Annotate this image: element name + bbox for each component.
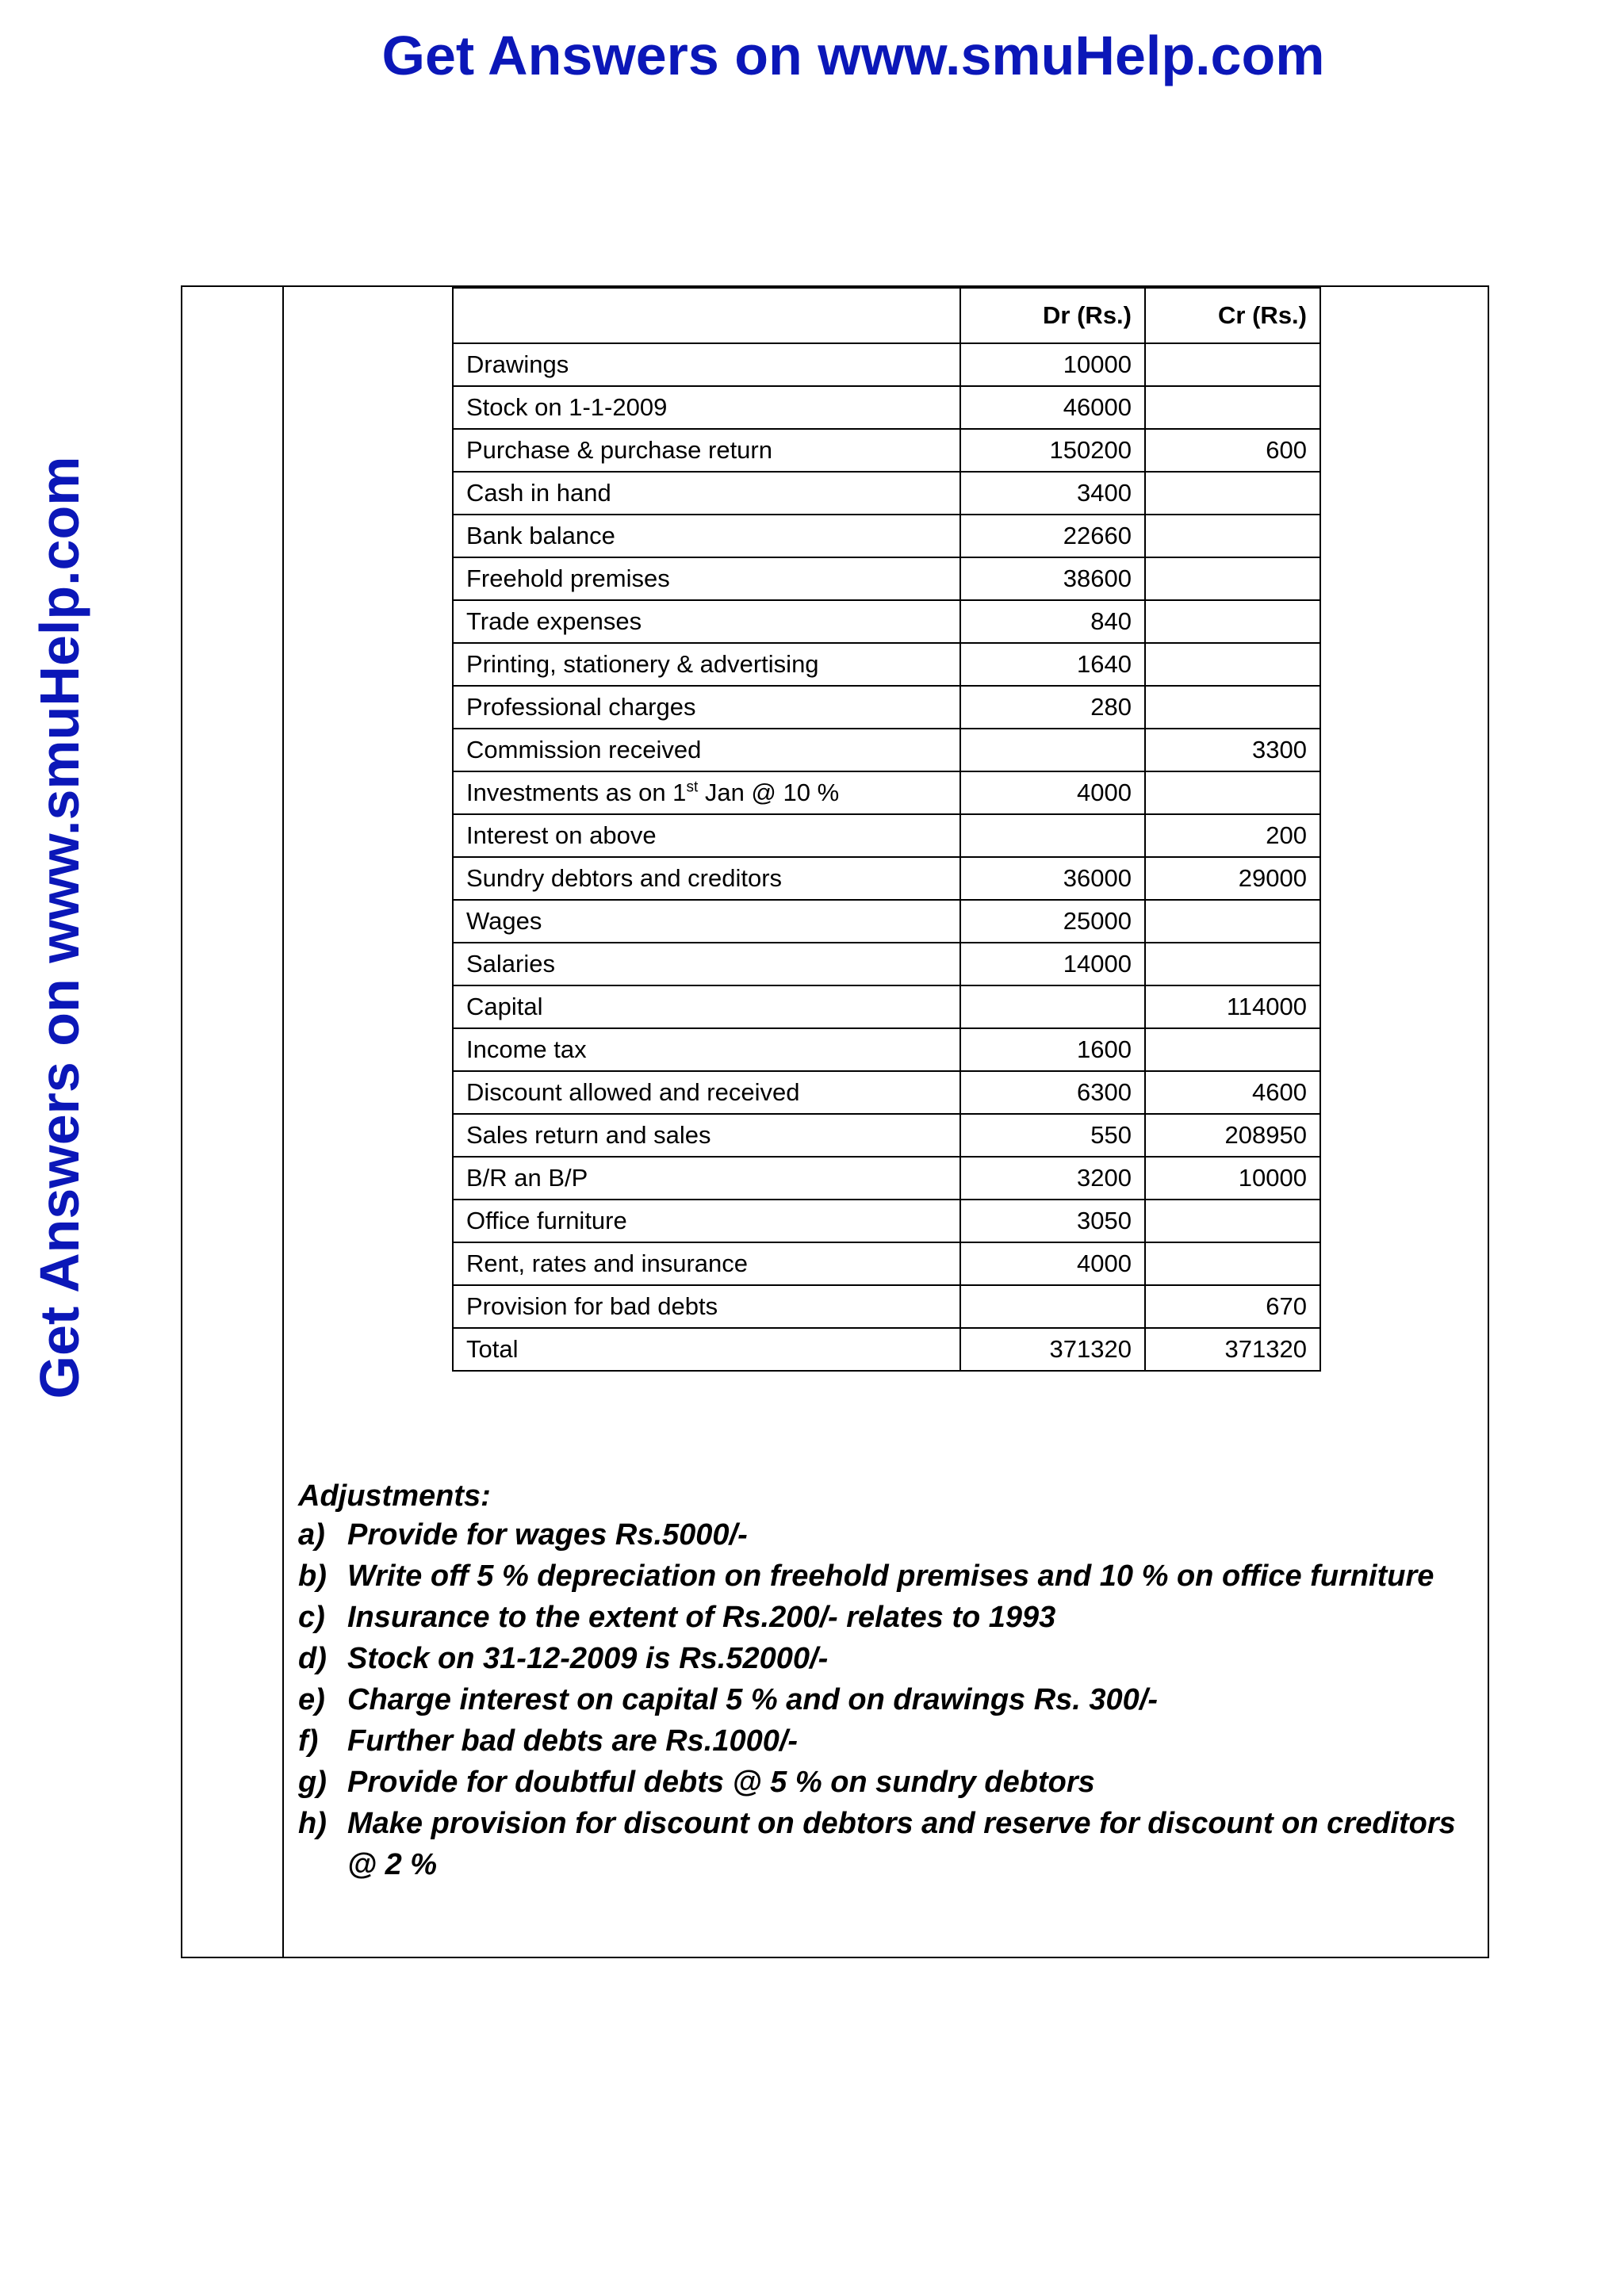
dr-cell: 6300 (960, 1071, 1145, 1114)
particulars-cell: Office furniture (453, 1200, 960, 1242)
table-row (453, 686, 1320, 729)
particulars-cell: Bank balance (453, 515, 960, 557)
table-row (453, 857, 1320, 900)
dr-cell: 3400 (960, 472, 1145, 515)
particulars-cell: Income tax (453, 1028, 960, 1071)
cr-cell (1145, 557, 1320, 600)
list-item (298, 1514, 1480, 1556)
particulars-cell: Professional charges (453, 686, 960, 729)
item-letter: a) (298, 1518, 325, 1552)
dr-cell: 4000 (960, 771, 1145, 814)
table-header-row (453, 288, 1320, 343)
particulars-cell: Drawings (453, 343, 960, 386)
side-banner: Get Answers on www.smuHelp.com (29, 456, 90, 1399)
dr-cell: 46000 (960, 386, 1145, 429)
cr-cell: 200 (1145, 814, 1320, 857)
table-row (453, 515, 1320, 557)
dr-cell (960, 814, 1145, 857)
cr-cell (1145, 1242, 1320, 1285)
list-item (298, 1679, 1480, 1720)
table-row (453, 429, 1320, 472)
item-text: Make provision for discount on debtors and reserve for discount on creditors @ 2 % (347, 1807, 1456, 1881)
particulars-text: Jan @ 10 % (698, 779, 840, 806)
table-row (453, 600, 1320, 643)
cr-cell: 3300 (1145, 729, 1320, 771)
dr-cell: 1600 (960, 1028, 1145, 1071)
table-row (453, 814, 1320, 857)
particulars-text: Investments as on 1 (466, 779, 687, 806)
cr-cell: 208950 (1145, 1114, 1320, 1157)
item-text: Stock on 31-12-2009 is Rs.52000/- (347, 1642, 829, 1675)
table-row (453, 1242, 1320, 1285)
particulars-cell: Sales return and sales (453, 1114, 960, 1157)
dr-cell: 25000 (960, 900, 1145, 943)
table-row (453, 900, 1320, 943)
dr-cell: 1640 (960, 643, 1145, 686)
table-row (453, 1071, 1320, 1114)
particulars-cell: Printing, stationery & advertising (453, 643, 960, 686)
cr-cell (1145, 386, 1320, 429)
item-text: Insurance to the extent of Rs.200/- relates to 1993 (347, 1601, 1056, 1634)
particulars-cell: Trade expenses (453, 600, 960, 643)
cr-cell (1145, 472, 1320, 515)
table-row (453, 1114, 1320, 1157)
particulars-cell (453, 771, 960, 814)
table-row (453, 985, 1320, 1028)
cr-cell (1145, 900, 1320, 943)
table-row (453, 1028, 1320, 1071)
cr-cell: 670 (1145, 1285, 1320, 1328)
list-item (298, 1720, 1480, 1762)
dr-cell: 280 (960, 686, 1145, 729)
cr-cell (1145, 343, 1320, 386)
cr-header: Cr (Rs.) (1145, 288, 1320, 343)
table-row (453, 472, 1320, 515)
dr-cell (960, 1285, 1145, 1328)
dr-header: Dr (Rs.) (960, 288, 1145, 343)
item-letter: d) (298, 1642, 327, 1675)
dr-cell (960, 985, 1145, 1028)
dr-cell: 840 (960, 600, 1145, 643)
cr-cell (1145, 771, 1320, 814)
list-item (298, 1803, 1480, 1885)
adjustments-heading: Adjustments: (298, 1479, 491, 1513)
dr-cell: 14000 (960, 943, 1145, 985)
item-letter: g) (298, 1766, 327, 1799)
particulars-cell: Rent, rates and insurance (453, 1242, 960, 1285)
dr-cell: 3050 (960, 1200, 1145, 1242)
particulars-cell: Wages (453, 900, 960, 943)
item-letter: c) (298, 1601, 325, 1634)
cr-cell (1145, 1200, 1320, 1242)
table-row (453, 943, 1320, 985)
particulars-cell: Cash in hand (453, 472, 960, 515)
particulars-cell: Stock on 1-1-2009 (453, 386, 960, 429)
list-item (298, 1597, 1480, 1638)
dr-total-cell: 371320 (960, 1328, 1145, 1371)
item-letter: e) (298, 1683, 325, 1716)
cr-cell: 600 (1145, 429, 1320, 472)
particulars-cell: Total (453, 1328, 960, 1371)
dr-cell: 4000 (960, 1242, 1145, 1285)
dr-cell (960, 729, 1145, 771)
dr-cell: 3200 (960, 1157, 1145, 1200)
trial-balance-table (452, 287, 1321, 1372)
particulars-cell: Salaries (453, 943, 960, 985)
cr-cell: 10000 (1145, 1157, 1320, 1200)
adjustments-section (298, 1478, 1480, 1885)
item-text: Provide for wages Rs.5000/- (347, 1518, 748, 1552)
list-item (298, 1762, 1480, 1803)
question-number-column-divider (282, 285, 284, 1958)
dr-cell: 38600 (960, 557, 1145, 600)
dr-cell: 150200 (960, 429, 1145, 472)
particulars-cell: Capital (453, 985, 960, 1028)
ordinal-suffix: st (686, 779, 699, 796)
cr-total-cell: 371320 (1145, 1328, 1320, 1371)
dr-cell: 10000 (960, 343, 1145, 386)
table-row (453, 1285, 1320, 1328)
item-letter: b) (298, 1559, 327, 1593)
item-text: Provide for doubtful debts @ 5 % on sundry debtors (347, 1766, 1095, 1799)
table-row (453, 729, 1320, 771)
cr-cell (1145, 515, 1320, 557)
particulars-cell: Freehold premises (453, 557, 960, 600)
item-text: Further bad debts are Rs.1000/- (347, 1724, 799, 1758)
table-row (453, 557, 1320, 600)
dr-cell: 36000 (960, 857, 1145, 900)
particulars-cell: Commission received (453, 729, 960, 771)
item-text: Charge interest on capital 5 % and on drawings Rs. 300/- (347, 1683, 1159, 1716)
particulars-cell: Provision for bad debts (453, 1285, 960, 1328)
cr-cell: 4600 (1145, 1071, 1320, 1114)
list-item (298, 1556, 1480, 1597)
cr-cell: 29000 (1145, 857, 1320, 900)
cr-cell (1145, 600, 1320, 643)
header-banner: Get Answers on www.smuHelp.com (381, 25, 1325, 86)
cr-cell (1145, 943, 1320, 985)
table-row (453, 386, 1320, 429)
list-item (298, 1638, 1480, 1679)
cr-cell: 114000 (1145, 985, 1320, 1028)
table-row (453, 771, 1320, 814)
table-row (453, 1200, 1320, 1242)
adjustments-list (298, 1514, 1480, 1885)
table-row (453, 343, 1320, 386)
table-row (453, 643, 1320, 686)
item-text: Write off 5 % depreciation on freehold premises and 10 % on office furniture (347, 1559, 1434, 1593)
particulars-cell: Interest on above (453, 814, 960, 857)
dr-cell: 550 (960, 1114, 1145, 1157)
cr-cell (1145, 686, 1320, 729)
cr-cell (1145, 643, 1320, 686)
table-row (453, 1157, 1320, 1200)
dr-cell: 22660 (960, 515, 1145, 557)
particulars-header (453, 288, 960, 343)
table-total-row (453, 1328, 1320, 1371)
cr-cell (1145, 1028, 1320, 1071)
item-letter: f) (298, 1724, 319, 1758)
particulars-cell: Sundry debtors and creditors (453, 857, 960, 900)
item-letter: h) (298, 1807, 327, 1840)
particulars-cell: B/R an B/P (453, 1157, 960, 1200)
particulars-cell: Discount allowed and received (453, 1071, 960, 1114)
particulars-cell: Purchase & purchase return (453, 429, 960, 472)
